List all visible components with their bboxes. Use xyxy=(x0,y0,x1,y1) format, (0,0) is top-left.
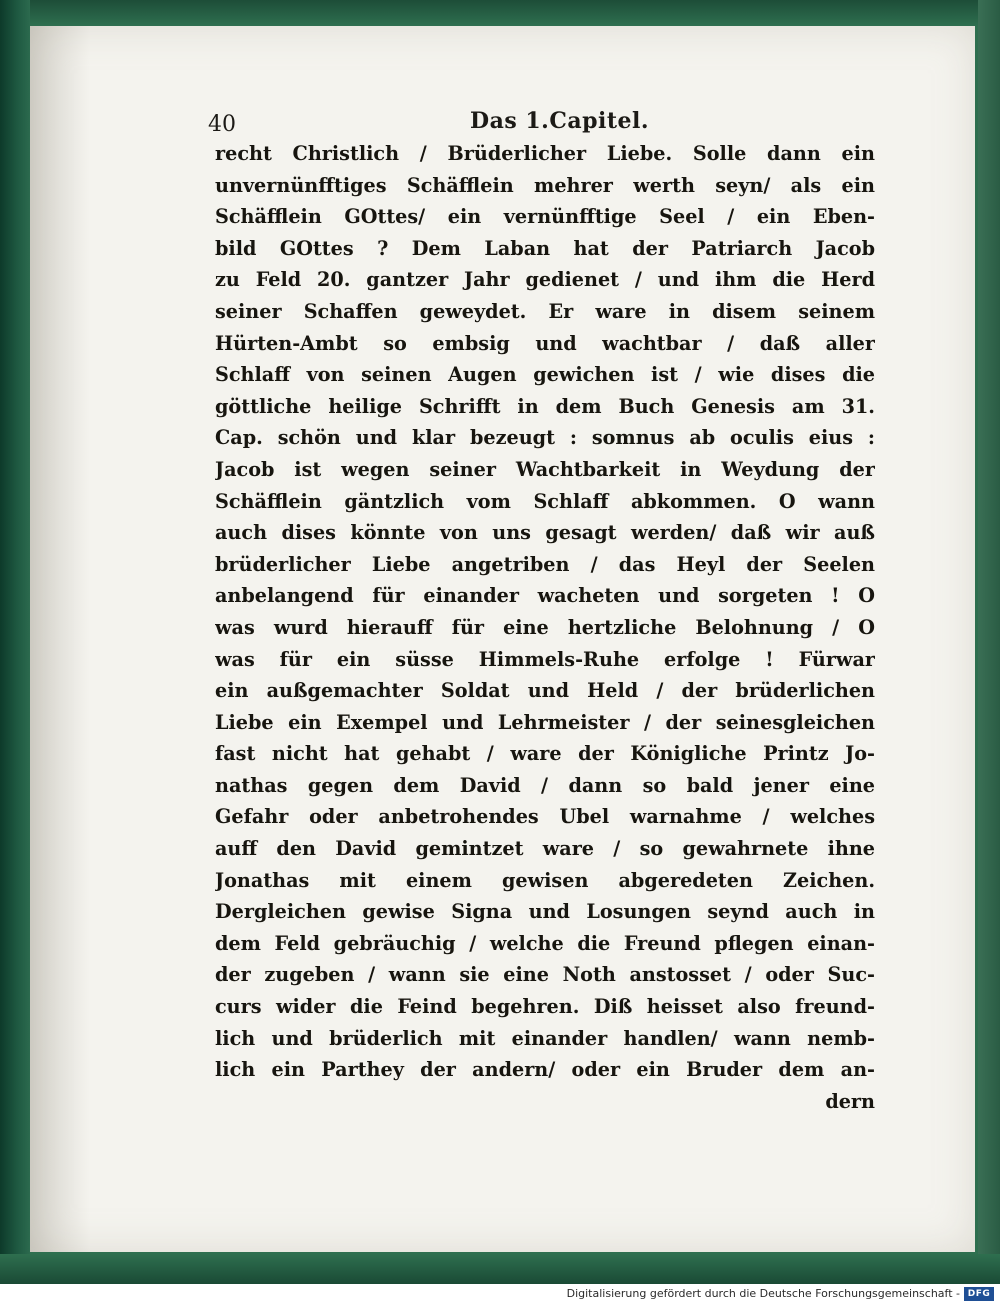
text-line: der zugeben / wann sie eine Noth anstosset / oder Suc- xyxy=(215,963,875,987)
dfg-logo[interactable]: DFG xyxy=(964,1287,994,1301)
text-line: Cap. schön und klar bezeugt : somnus ab oculis eius : xyxy=(215,426,875,450)
page-number: 40 xyxy=(208,112,236,137)
text-line: bild GOttes ? Dem Laban hat der Patriarch Jacob xyxy=(215,236,875,260)
text-line: was wurd hierauff für eine hertzliche Belohnung / O xyxy=(215,615,875,639)
text-line: auch dises könnte von uns gesagt werden/ daß wir auß xyxy=(215,521,875,545)
text-line: Liebe ein Exempel und Lehrmeister / der seinesgleichen xyxy=(215,710,875,734)
text-line: fast nicht hat gehabt / ware der Königliche Printz Jo- xyxy=(215,742,875,766)
text-line: zu Feld 20. gantzer Jahr gedienet / und ihm die Herd xyxy=(215,268,875,292)
text-line: Jacob ist wegen seiner Wachtbarkeit in Weydung der xyxy=(215,457,875,481)
text-line: Schäfflein gäntzlich vom Schlaff abkommen. O wann xyxy=(215,489,875,513)
text-line: Schlaff von seinen Augen gewichen ist / wie dises die xyxy=(215,363,875,387)
text-line: recht Christlich / Brüderlicher Liebe. Solle dann ein xyxy=(215,142,875,165)
text-line: Dergleichen gewise Signa und Losungen seynd auch in xyxy=(215,900,875,924)
text-line: Hürten-Ambt so embsig und wachtbar / daß aller xyxy=(215,331,875,355)
digitization-footer xyxy=(0,1284,1000,1304)
text-line: dem Feld gebräuchig / welche die Freund pflegen einan- xyxy=(215,931,875,955)
text-line: Gefahr oder anbetrohendes Ubel warnahme / welches xyxy=(215,805,875,829)
scan-background-top xyxy=(0,0,1000,26)
text-line: lich und brüderlich mit einander handlen/ wann nemb- xyxy=(215,1026,875,1050)
catchword: dern xyxy=(825,1089,875,1113)
text-line: unvernünfftiges Schäfflein mehrer werth seyn/ als ein xyxy=(215,173,875,197)
page-gutter-shadow xyxy=(30,26,90,1252)
text-line: göttliche heilige Schrifft in dem Buch Genesis am 31. xyxy=(215,394,875,418)
scan-background-bottom xyxy=(0,1254,1000,1284)
text-line: nathas gegen dem David / dann so bald jener eine xyxy=(215,773,875,797)
text-line: brüderlicher Liebe angetriben / das Heyl der Seelen xyxy=(215,552,875,576)
running-head: Das 1.Capitel. xyxy=(470,108,650,134)
scan-background-left xyxy=(0,0,30,1284)
scan-background-right xyxy=(978,0,1000,1284)
text-line: anbelangend für einander wacheten und sorgeten ! O xyxy=(215,584,875,608)
text-line: ein außgemachter Soldat und Held / der brüderlichen xyxy=(215,679,875,703)
text-line: Jonathas mit einem gewisen abgeredeten Zeichen. xyxy=(215,868,875,892)
body-text xyxy=(215,138,875,1117)
text-line: Schäfflein GOttes/ ein vernünfftige Seel / ein Eben- xyxy=(215,205,875,229)
text-line: seiner Schaffen geweydet. Er ware in disem seinem xyxy=(215,299,875,323)
text-line: auff den David gemintzet ware / so gewahrnete ihne xyxy=(215,837,875,861)
text-line: was für ein süsse Himmels-Ruhe erfolge ! Fürwar xyxy=(215,647,875,671)
text-line: lich ein Parthey der andern/ oder ein Bruder dem an- xyxy=(215,1058,875,1082)
text-line: curs wider die Feind begehren. Diß heisset also freund- xyxy=(215,995,875,1019)
funding-credit: Digitalisierung gefördert durch die Deutsche Forschungsgemeinschaft - xyxy=(566,1287,960,1300)
